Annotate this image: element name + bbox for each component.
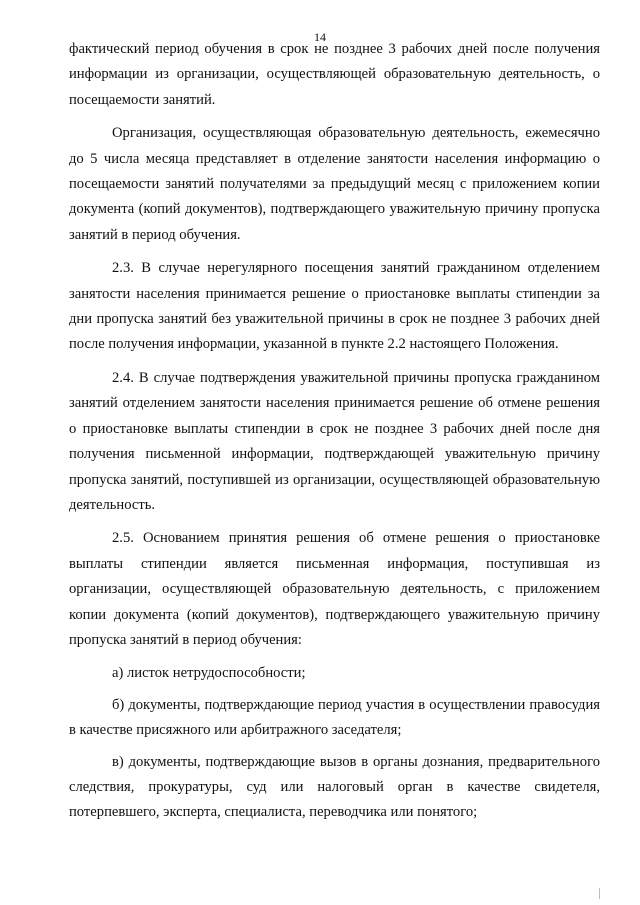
paragraph-2-4: 2.4. В случае подтверждения уважительной причины пропуска гражданином занятий отделением занятости населения принимается решение об отмене решения о приостановке выплаты стипендии в срок не позднее 3 рабочих дней после дня получения письменной информации, подтверждающей уважительную причину пропуска занятий, поступившей из организации, осуществляющей образовательную деятельность. <box>69 369 600 513</box>
list-item-c: в) документы, подтверждающие вызов в органы дознания, предварительного следствия, прокуратуры, суд или налоговый орган в качестве свидетеля, потерпевшего, эксперта, специалиста, переводчика или понятого; <box>69 753 600 821</box>
paragraph-attendance-report: Организация, осуществляющая образовательную деятельность, ежемесячно до 5 числа месяца представляет в отделение занятости населения информацию о посещаемости занятий получателями за предыдущий месяц с приложением копии документа (копий документов), подтверждающего уважительную причину пропуска занятий в период обучения. <box>69 125 600 243</box>
page-number: 14 <box>314 30 326 44</box>
scan-mark <box>599 888 600 899</box>
paragraph-continuation: фактический период обучения в срок не позднее 3 рабочих дней после получения информации из организации, осуществляющей образовательную деятельность, о посещаемости занятий. <box>69 41 600 108</box>
document-body <box>69 37 600 832</box>
paragraph-2-3: 2.3. В случае нерегулярного посещения занятий гражданином отделением занятости населения принимается решение о приостановке выплаты стипендии за дни пропуска занятий без уважительной причины в срок не позднее 3 рабочих дней после получения информации, указанной в пункте 2.2 настоящего Положения. <box>69 260 600 353</box>
list-item-a: а) листок нетрудоспособности; <box>112 665 306 682</box>
paragraph-2-5: 2.5. Основанием принятия решения об отмене решения о приостановке выплаты стипендии является письменная информация, поступившая из организации, осуществляющей образовательную деятельность, с приложением копии документа (копий документов), подтверждающего уважительную причину пропуска занятий в период обучения: <box>69 530 600 648</box>
list-item-b: б) документы, подтверждающие период участия в осуществлении правосудия в качестве присяжного или арбитражного заседателя; <box>69 696 600 739</box>
